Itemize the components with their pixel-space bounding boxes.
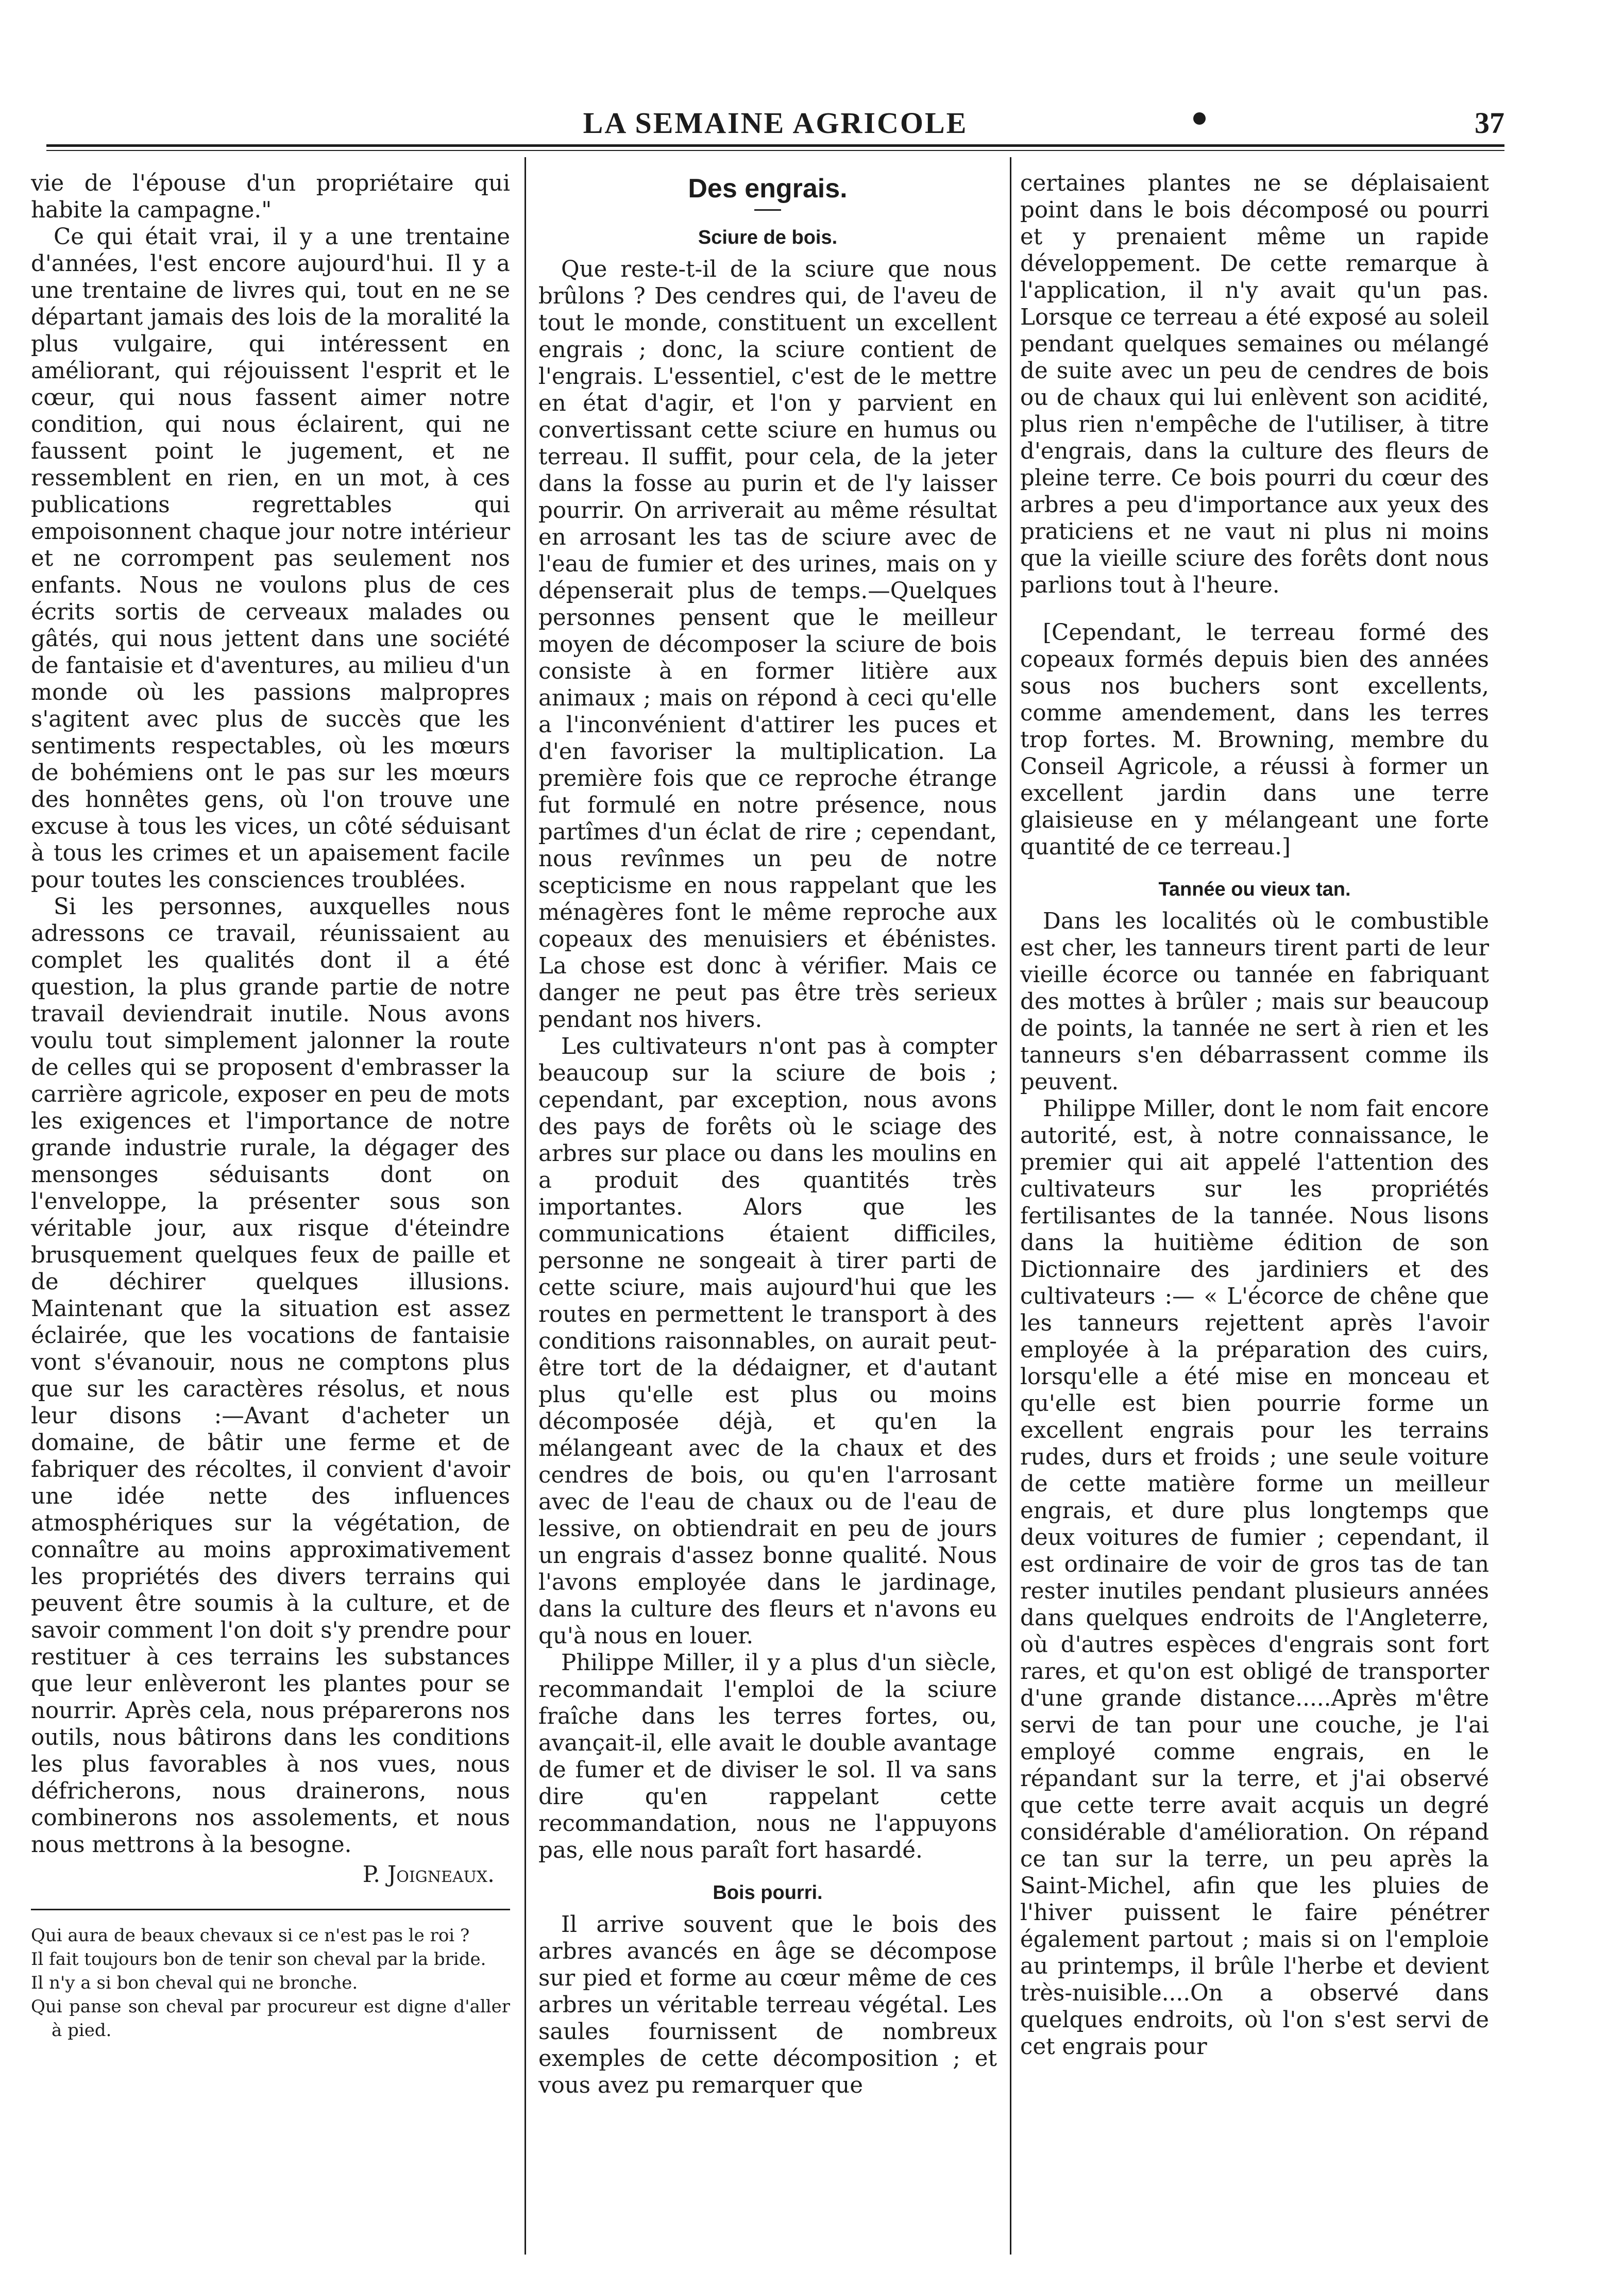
- ink-dot: [1193, 112, 1206, 125]
- proverb: Il fait toujours bon de tenir son cheval par la bride.: [31, 1949, 486, 1970]
- section-divider: [31, 1909, 510, 1910]
- title-dash: [754, 209, 781, 211]
- page-number: 37: [1475, 106, 1504, 140]
- journal-title: LA SEMAINE AGRICOLE: [583, 106, 968, 140]
- paragraph: Si les personnes, auxquelles nous adressons ce travail, réunissaient au complet les qualités dont il a été question, la plus grande partie de notre travail deviendrait inutile. Nous avons voulu tout simplement jalonner la route de celles qui se proposent d'embrasser la carrière agricole, exposer en peu de mots les exigences et l'importance de notre grande industrie rurale, la dégager des mensonges séduisants dont on l'enveloppe, la présenter sous son véritable jour, aux risque d'éteindre brusquement quelques feux de paille et de déchirer quelques illusions. Maintenant que la situation est assez éclairée, que les vocations de fantaisie vont s'évanouir, nous ne comptons plus que sur les caractères résolus, et nous leur disons :—Avant d'acheter un domaine, de bâtir une ferme et de fabriquer des récoltes, il convient d'avoir une idée nette des influences atmosphériques sur la végétation, de connaître au moins approximativement les propriétés des divers terrains qui peuvent être soumis à la culture, et de savoir comment l'on doit s'y prendre pour restituer à ces terrains les substances que leur enlèveront les plantes pour se nourrir. Après cela, nous préparerons nos outils, nous bâtirons dans les conditions les plus favorables à nos vues, nous défricherons, nous drainerons, nous combinerons nos assolements, et nous nous mettrons à la besogne.: [31, 894, 510, 1858]
- paragraph: Ce qui était vrai, il y a une trentaine d'années, l'est encore aujourd'hui. Il y a une trentaine de livres qui, tout en ne se départant jamais des lois de la moralité la plus vulgaire, qui intéressent en améliorant, qui réjouissent l'esprit et le cœur, qui nous fassent aimer notre condition, qui nous éclairent, qui ne faussent point le jugement, et ne ressemblent en rien, en un mot, à ces publications regrettables qui empoisonnent chaque jour notre intérieur et ne corrompent pas seulement nos enfants. Nous ne voulons plus de ces écrits sortis de cerveaux malades ou gâtés, qui nous jettent dans une société de fantaisie et d'aventures, au milieu d'un monde où les passions malpropres s'agitent avec plus de succès que les sentiments respectables, où les mœurs de bohémiens ont le pas sur les mœurs des honnêtes gens, où l'on trouve une excuse à tous les vices, un côté séduisant à tous les crimes et un apaisement facile pour toutes les consciences troublées.: [31, 224, 510, 893]
- paragraph: Il arrive souvent que le bois des arbres avancés en âge se décompose sur pied et forme au cœur même de ces arbres un véritable terreau végétal. Les saules fournissent de nombreux exemples de cette décomposition ; et vous avez pu remarquer que: [538, 1912, 997, 2098]
- section-title: Sciure de bois.: [698, 227, 838, 248]
- column-2: [538, 170, 997, 2099]
- paragraph: certaines plantes ne se déplaisaient point dans le bois décomposé ou pourri et y prenaient même un rapide développement. De cette remarque à l'application, il n'y avait qu'un pas. Lorsque ce terreau a été exposé au soleil pendant quelques semaines ou mélangé de suite avec un peu de cendres de bois ou de chaux qui lui enlèvent son acidité, plus rien n'empêche de l'utiliser, à titre d'engrais, dans la culture des fleurs de pleine terre. Ce bois pourri du cœur des arbres a peu d'importance aux yeux des praticiens et ne vaut ni plus ni moins que la vieille sciure des forêts dont nous parlions tout à l'heure.: [1020, 171, 1489, 598]
- header-rule-thin: [46, 150, 1504, 151]
- section-title: Tannée ou vieux tan.: [1158, 879, 1351, 900]
- paragraph: [Cependant, le terreau formé des copeaux formés depuis bien des années sous nos buchers sont excellents, comme amendement, dans les terres trop fortes. M. Browning, membre du Conseil Agricole, a réussi à former un excellent jardin dans une terre glaisieuse en y mélangeant une forte quantité de ce terreau.]: [1020, 620, 1489, 860]
- column-divider: [525, 157, 526, 2255]
- proverb: Il n'y a si bon cheval qui ne bronche.: [31, 1973, 358, 1993]
- paragraph: Philippe Miller, dont le nom fait encore autorité, est, à notre connaissance, le premier qui ait appelé l'attention des cultivateurs sur les propriétés fertilisantes de la tannée. Nous lisons dans la huitième édition de son Dictionnaire des jardiniers et des cultivateurs :— « L'écorce de chêne que les tanneurs rejettent après l'avoir employée à la préparation des cuirs, lorsqu'elle a été mise en monceau et qu'elle est bien pourrie forme un excellent engrais pour les terrains rudes, durs et froids ; une seule voiture de cette matière forme un meilleur engrais, et dure plus longtemps que deux voitures de fumier ; cependant, il est ordinaire de voir de gros tas de tan rester inutiles pendant plusieurs années dans quelques endroits de l'Angleterre, où d'autres espèces d'engrais sont fort rares, et qu'on est obligé de transporter d'une grande distance.....Après m'être servi de tan pour une couche, je l'ai employé comme engrais, en le répandant sur la terre, et j'ai observé que cette terre avait acquis un degré considérable d'amélioration. On répand ce tan sur la terre, un peu après la Saint-Michel, afin que les pluies de l'hiver puissent le faire pénétrer également partout ; mais si on l'emploie au printemps, il brûle l'herbe et devient très-nuisible....On a observé dans quelques endroits, où l'on s'est servi de cet engrais pour: [1020, 1096, 1489, 2060]
- paragraph: Que reste-t-il de la sciure que nous brûlons ? Des cendres qui, de l'aveu de tout le monde, constituent un excellent engrais ; donc, la sciure contient de l'engrais. L'essentiel, c'est de le mettre en état d'agir, et l'on y parvient en convertissant cette sciure en humus ou terreau. Il suffit, pour cela, de la jeter dans la fosse au purin et de l'y laisser pourrir. On arriverait au même résultat en arrosant les tas de sciure avec de l'eau de fumier et des urines, mais on y dépenserait plus de temps.—Quelques personnes pensent que le meilleur moyen de décomposer la sciure de bois consiste à en former litière aux animaux ; mais on répond à ceci qu'elle a l'inconvénient d'attirer les puces et d'en favoriser la multiplication. La première fois que ce reproche étrange fut formulé en notre présence, nous partîmes d'un éclat de rire ; cependant, nous revînmes un peu de notre scepticisme en nous rappelant que les ménagères font le même reproche aux copeaux des menuisiers et ébénistes. La chose est donc à vérifier. Mais ce danger ne peut pas être très serieux pendant nos hivers.: [538, 257, 997, 1033]
- proverb: Qui panse son cheval par procureur est digne d'aller à pied.: [31, 1996, 510, 2041]
- column-divider: [1010, 157, 1011, 2255]
- proverb: Qui aura de beaux chevaux si ce n'est pas le roi ?: [31, 1925, 470, 1946]
- paragraph: Les cultivateurs n'ont pas à compter beaucoup sur la sciure de bois ; cependant, par exception, nous avons des pays de forêts où le sciage des arbres sur place ou dans les moulins en a produit des quantités très importantes. Alors que les communications étaient difficiles, personne ne songeait à tirer parti de cette sciure, mais aujourd'hui que les routes en permettent le transport à des conditions raisonnables, on aurait peut-être tort de la dédaigner, et d'autant plus qu'elle est plus ou moins décomposée déjà, et qu'en la mélangeant avec de la chaux et des cendres de bois, ou qu'en l'arrosant avec de l'eau de chaux ou de l'eau de lessive, on obtiendrait en peu de jours un engrais d'assez bonne qualité. Nous l'avons employée dans le jardinage, dans la culture des fleurs et n'avons eu qu'à nous en louer.: [538, 1034, 997, 1649]
- paragraph: vie de l'épouse d'un propriétaire qui habite la campagne.": [31, 171, 510, 223]
- author-signature: P. Joigneaux.: [362, 1862, 495, 1888]
- section-title: Bois pourri.: [713, 1882, 823, 1904]
- paragraph: Philippe Miller, il y a plus d'un siècle, recommandait l'emploi de la sciure fraîche dans les terres fortes, ou, avançait-il, elle avait le double avantage de fumer et de diviser le sol. Il va sans dire qu'en rappelant cette recommandation, nous ne l'appuyons pas, elle nous paraît fort hasardé.: [538, 1650, 997, 1863]
- column-3: [1020, 170, 1489, 2060]
- header-rule: [46, 144, 1504, 147]
- paragraph: Dans les localités où le combustible est cher, les tanneurs tirent parti de leur vieille écorce ou tannée en fabriquant des mottes à brûler ; mais sur beaucoup de points, la tannée ne sert à rien et les tanneurs s'en débarrassent comme ils peuvent.: [1020, 909, 1489, 1095]
- article-title: Des engrais.: [688, 174, 848, 204]
- column-1: [31, 170, 510, 2042]
